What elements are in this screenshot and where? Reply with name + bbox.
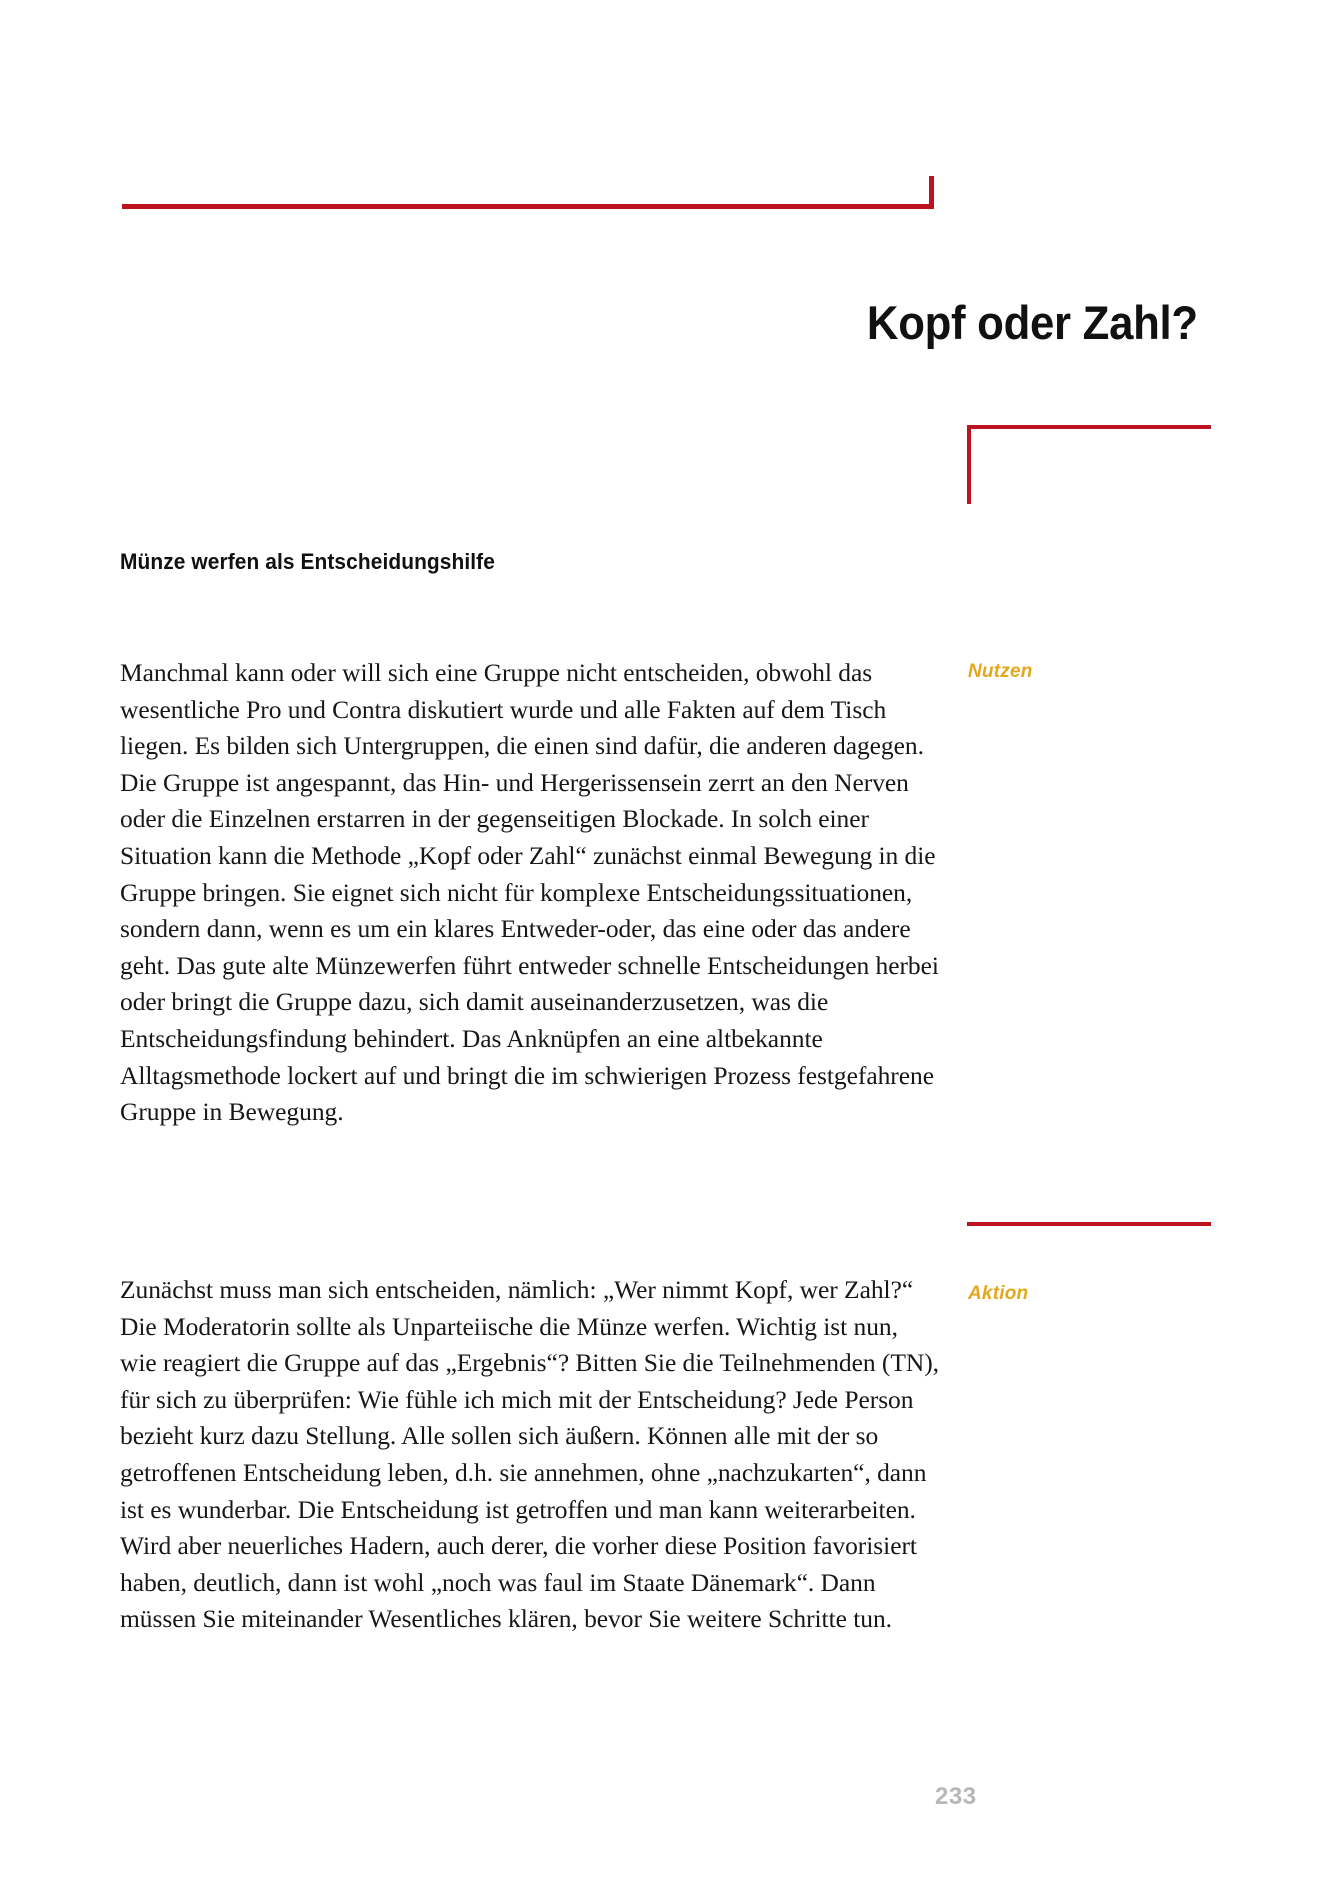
margin-note-rule-aktion xyxy=(967,1222,1211,1226)
page-title: Kopf oder Zahl? xyxy=(867,296,1198,349)
page-number: 233 xyxy=(935,1783,977,1810)
paragraph-aktion: Zunächst muss man sich entscheiden, nämlich: „Wer nimmt Kopf, wer Zahl?“ Die Moderatorin sollte als Unparteiische die Münze werfen. Wichtig ist nun, wie reagiert die Gruppe auf das „Ergebnis“? Bitten Sie die Teilnehmenden (TN), für sich zu überprüfen: Wie fühle ich mich mit der Entscheidung? Jede Person bezieht kurz dazu Stellung. Alle sollen sich äußern. Können alle mit der so getroffenen Entscheidung leben, d.h. sie annehmen, ohne „nachzukarten“, dann ist es wunderbar. Die Entscheidung ist getroffen und man kann weiterarbeiten. Wird aber neuerliches Hadern, auch derer, die vorher diese Position favorisiert haben, deutlich, dann ist wohl „noch was faul im Staate Dänemark“. Dann müssen Sie miteinander Wesentliches klären, bevor Sie weitere Schritte tun. xyxy=(120,1275,939,1634)
title-corner-bracket-vertical xyxy=(967,425,971,504)
section-subheading: Münze werfen als Entscheidungshilfe xyxy=(120,549,495,574)
top-red-rule-end-tick xyxy=(929,176,934,209)
top-red-rule xyxy=(122,204,934,209)
paragraph-nutzen: Manchmal kann oder will sich eine Gruppe nicht entscheiden, obwohl das wesentliche Pro und Contra diskutiert wurde und alle Fakten auf dem Tisch liegen. Es bilden sich Untergruppen, die einen sind dafür, die anderen dagegen. Die Gruppe ist angespannt, das Hin- und Hergerissensein zerrt an den Nerven oder die Einzelnen erstarren in der gegenseitigen Blockade. In solch einer Situation kann die Methode „Kopf oder Zahl“ zunächst einmal Bewegung in die Gruppe bringen. Sie eignet sich nicht für komplexe Entscheidungssituationen, sondern dann, wenn es um ein klares Entweder-oder, das eine oder das andere geht. Das gute alte Münzewerfen führt entweder schnelle Entscheidungen herbei oder bringt die Gruppe dazu, sich damit auseinanderzusetzen, was die Entscheidungsfindung behindert. Das Anknüpfen an eine altbekannte Alltagsmethode lockert auf und bringt die im schwierigen Prozess festgefahrene Gruppe in Bewegung. xyxy=(120,658,939,1127)
title-corner-bracket-horizontal xyxy=(967,425,1211,429)
margin-note-aktion: Aktion xyxy=(968,1283,1029,1304)
margin-note-nutzen: Nutzen xyxy=(968,661,1033,682)
